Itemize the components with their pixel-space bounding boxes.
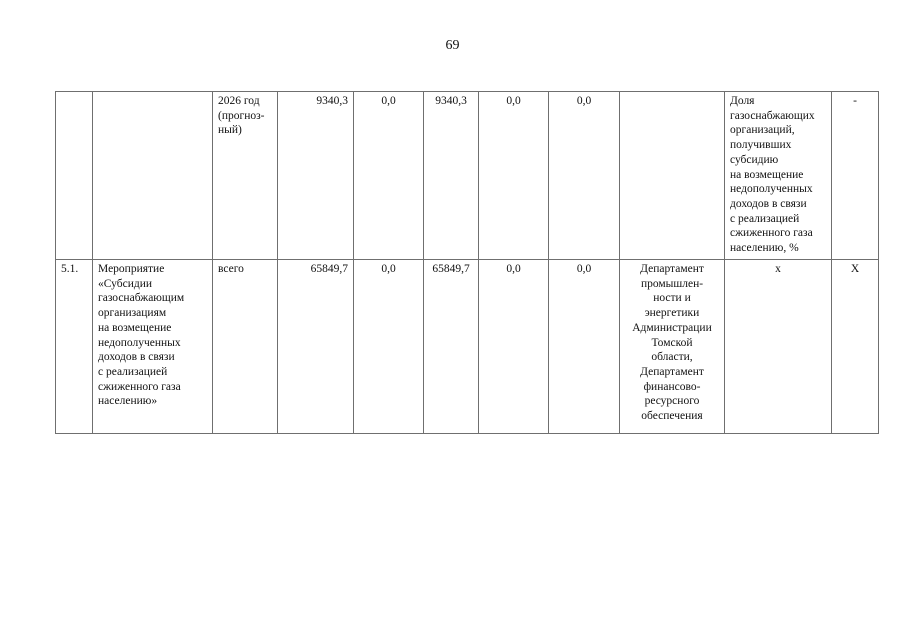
indicator-value-cell: - xyxy=(832,92,879,260)
indicator-cell: Доля газоснабжающих организаций, получивших субсидию на возмещение недополученных доходов в связи с реализацией сжиженного газа населению, % xyxy=(725,92,832,260)
funding-cell-1: 0,0 xyxy=(354,260,424,434)
funding-cell-2: 65849,7 xyxy=(424,260,479,434)
table-row xyxy=(56,92,879,260)
funding-cell-4: 0,0 xyxy=(549,260,620,434)
measure-name-cell: Мероприятие «Субсидии газоснабжающим организациям на возмещение недополученных доходов в связи с реализацией сжиженного газа населению» xyxy=(93,260,213,434)
funding-cell-2: 9340,3 xyxy=(424,92,479,260)
period-cell: всего xyxy=(213,260,278,434)
measure-name-cell xyxy=(93,92,213,260)
program-table xyxy=(55,91,879,434)
indicator-value-cell: Х xyxy=(832,260,879,434)
indicator-cell: х xyxy=(725,260,832,434)
funding-cell-4: 0,0 xyxy=(549,92,620,260)
total-funding-cell: 65849,7 xyxy=(278,260,354,434)
executor-cell xyxy=(620,92,725,260)
funding-cell-3: 0,0 xyxy=(479,92,549,260)
funding-cell-3: 0,0 xyxy=(479,260,549,434)
table-row xyxy=(56,260,879,434)
page-number: 69 xyxy=(445,38,460,53)
total-funding-cell: 9340,3 xyxy=(278,92,354,260)
period-cell: 2026 год (прогноз- ный) xyxy=(213,92,278,260)
row-number-cell: 5.1. xyxy=(56,260,93,434)
funding-cell-1: 0,0 xyxy=(354,92,424,260)
row-number-cell xyxy=(56,92,93,260)
executor-cell: Департамент промышлен- ности и энергетики Администрации Томской области, Департамент финансово- ресурсного обеспечения xyxy=(620,260,725,434)
